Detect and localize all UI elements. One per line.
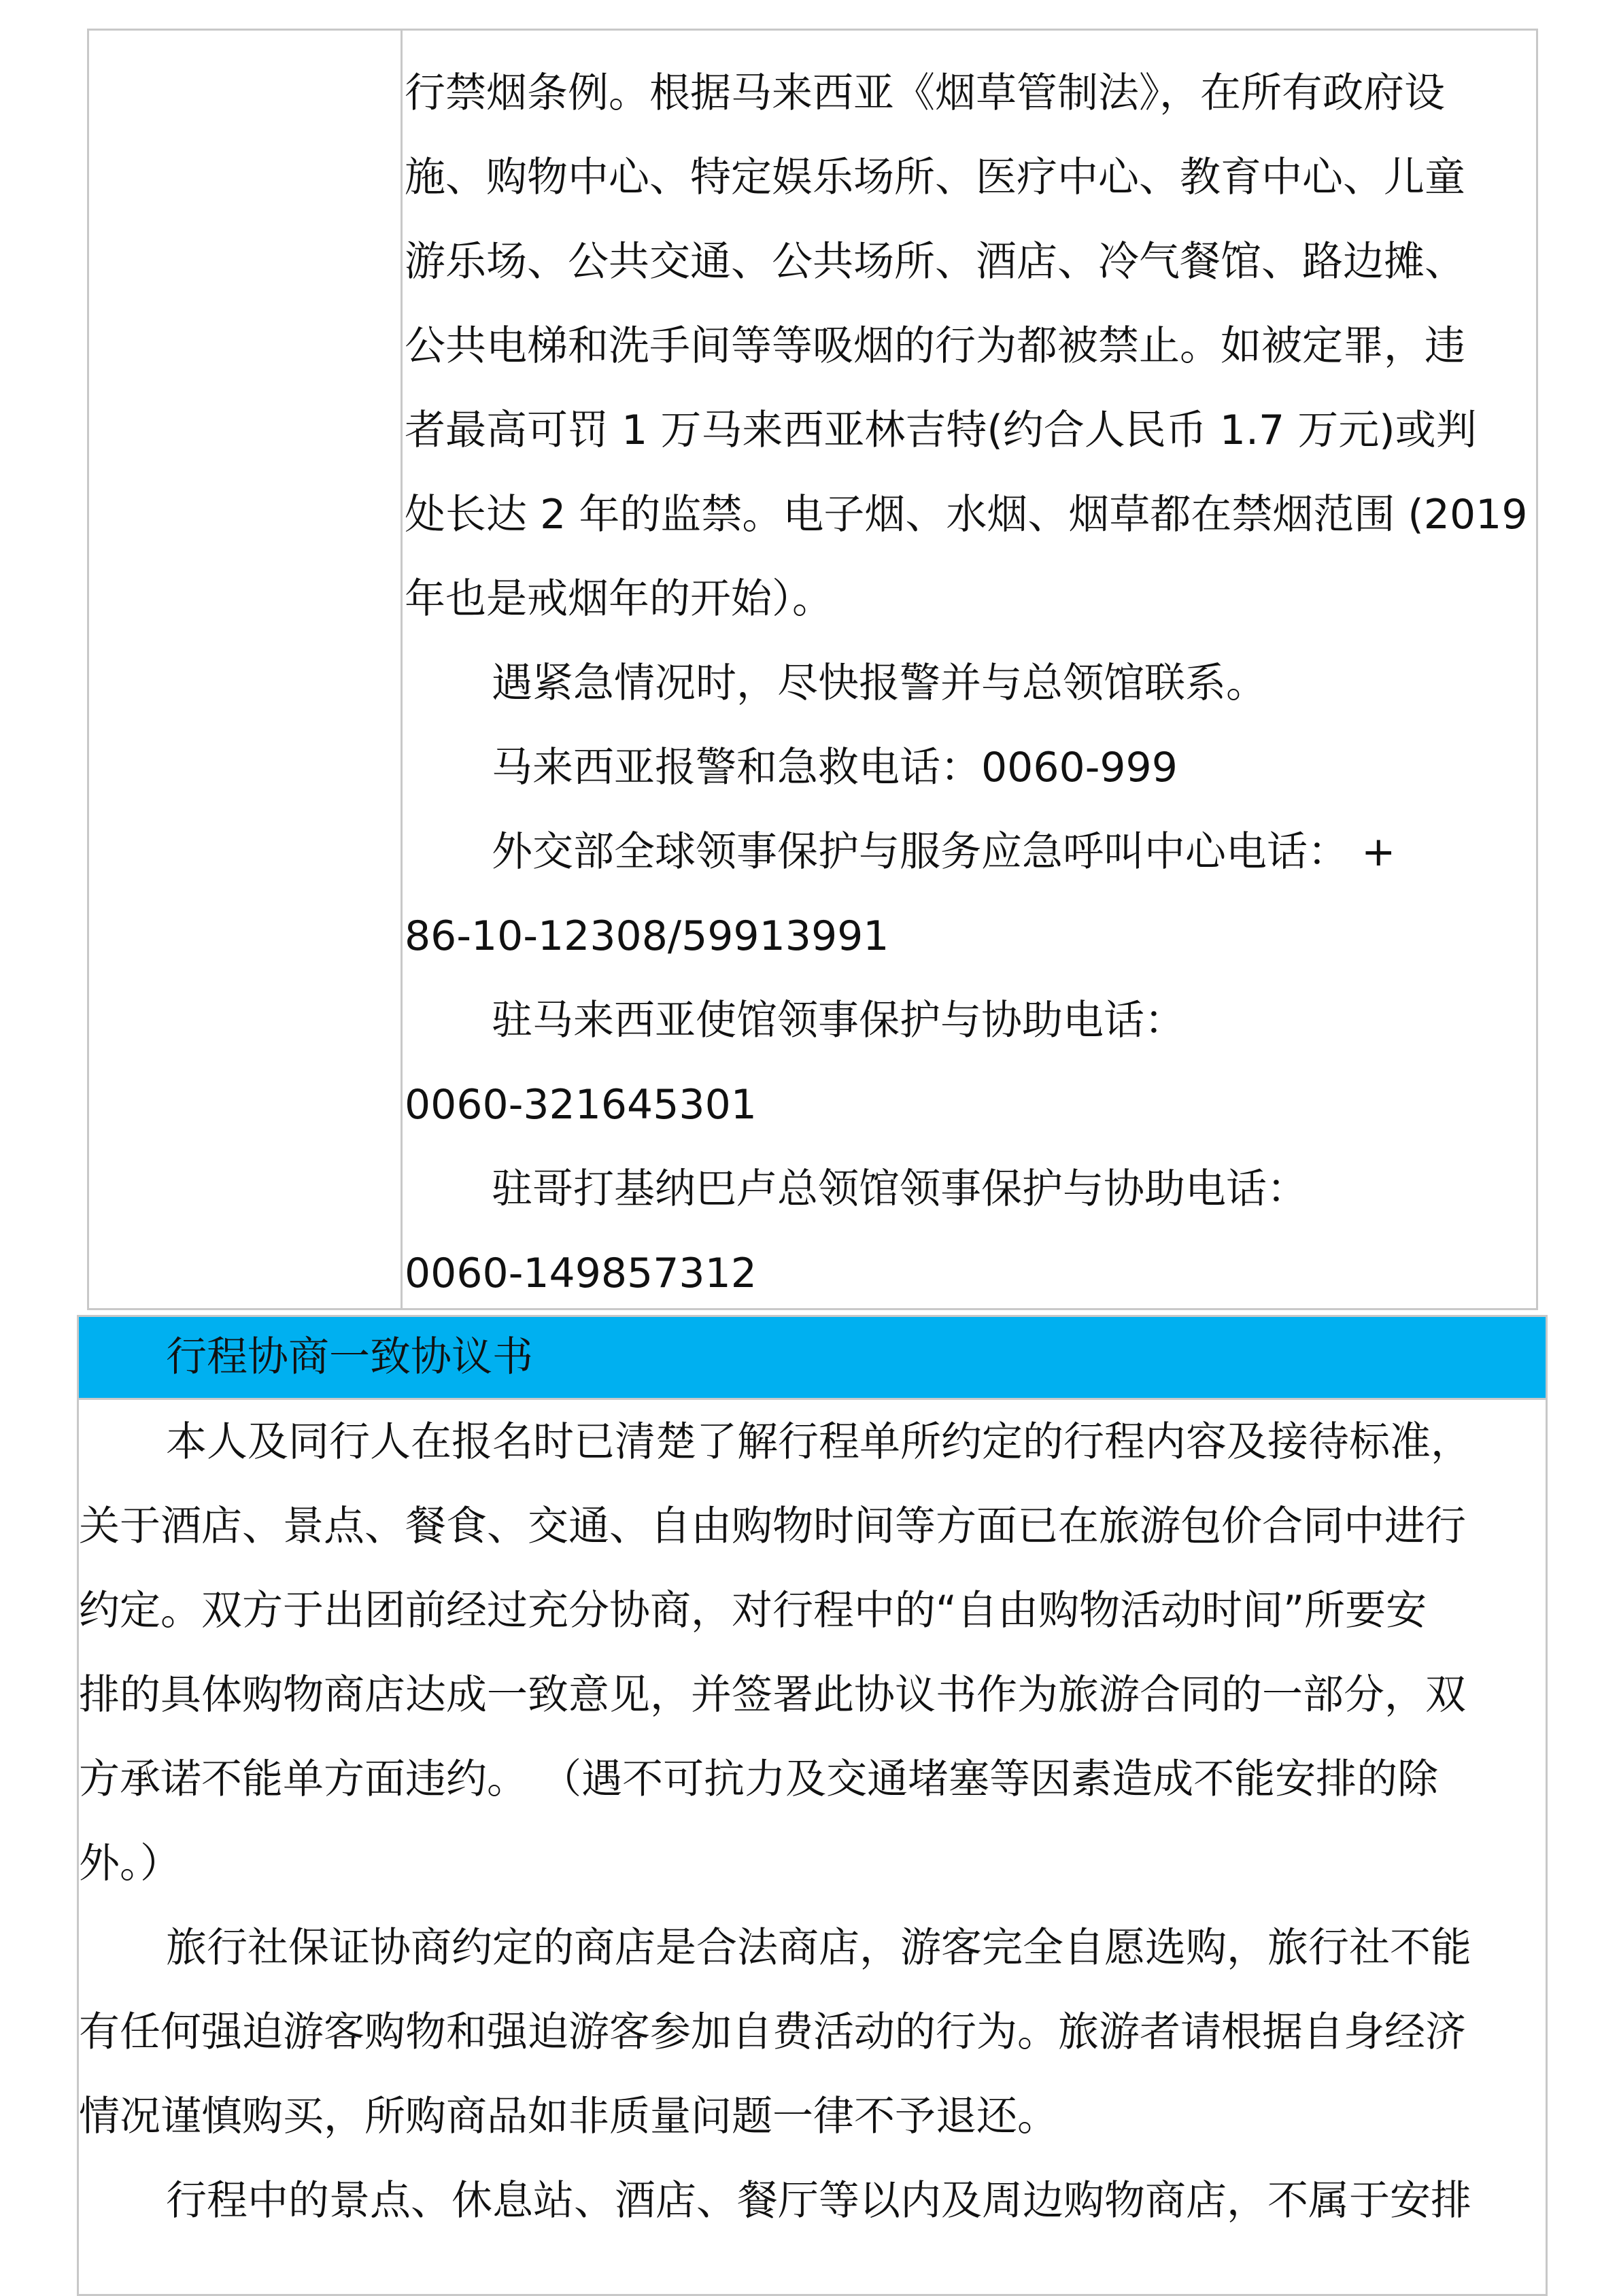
text-line: 本人及同行人在报名时已清楚了解行程单所约定的行程内容及接待标准， [166,1418,1471,1466]
text-line: 游乐场、公共交通、公共场所、酒店、冷气餐馆、路边摊、 [405,238,1465,286]
text-line: 86-10-12308/59913991 [405,912,889,960]
text-line: 0060-321645301 [405,1081,757,1129]
text-line: 外。） [79,1840,181,1887]
text-line: 驻哥打基纳巴卢总领馆领事保护与协助电话： [492,1165,1308,1213]
text-line: 约定。双方于出团前经过充分协商，对行程中的“自由购物活动时间”所要安 [79,1587,1427,1634]
column-divider [401,31,403,1308]
text-line: 0060-149857312 [405,1250,757,1297]
text-line: 驻马来西亚使馆领事保护与协助电话： [492,997,1185,1044]
agreement-content [79,1400,1548,2243]
text-line: 旅行社保证协商约定的商店是合法商店，游客完全自愿选购，旅行社不能 [166,1924,1471,1972]
text-line: 外交部全球领事保护与服务应急呼叫中心电话： + [492,828,1396,876]
section-header [77,1315,1548,1400]
text-line: 马来西亚报警和急救电话：0060-999 [492,744,1178,791]
text-line: 情况谨慎购买，所购商品如非质量问题一律不予退还。 [79,2093,1058,2140]
text-line: 者最高可罚 1 万马来西亚林吉特(约合人民币 1.7 万元)或判 [405,407,1477,454]
text-line: 遇紧急情况时，尽快报警并与总领馆联系。 [492,659,1267,707]
agreement-block [77,1400,1548,2296]
notice-table [87,29,1538,1310]
text-line: 施、购物中心、特定娱乐场所、医疗中心、教育中心、儿童 [405,154,1465,201]
text-line: 年也是戒烟年的开始）。 [405,575,833,623]
section-title: 行程协商一致协议书 [166,1333,533,1381]
text-line: 方承诺不能单方面违约。 （遇不可抗力及交通堵塞等因素造成不能安排的除 [79,1755,1439,1803]
text-line: 有任何强迫游客购物和强迫游客参加自费活动的行为。旅游者请根据自身经济 [79,2008,1466,2056]
text-line: 行禁烟条例。根据马来西亚《烟草管制法》，在所有政府设 [405,69,1445,117]
notice-content [405,51,1533,1316]
text-line: 关于酒店、景点、餐食、交通、自由购物时间等方面已在旅游包价合同中进行 [79,1503,1466,1550]
text-line: 排的具体购物商店达成一致意见，并签署此协议书作为旅游合同的一部分，双 [79,1671,1466,1719]
text-line: 公共电梯和洗手间等等吸烟的行为都被禁止。如被定罪，违 [405,322,1465,370]
text-line: 行程中的景点、休息站、酒店、餐厅等以内及周边购物商店，不属于安排 [166,2177,1471,2225]
text-line: 处长达 2 年的监禁。电子烟、水烟、烟草都在禁烟范围 (2019 [405,491,1528,538]
